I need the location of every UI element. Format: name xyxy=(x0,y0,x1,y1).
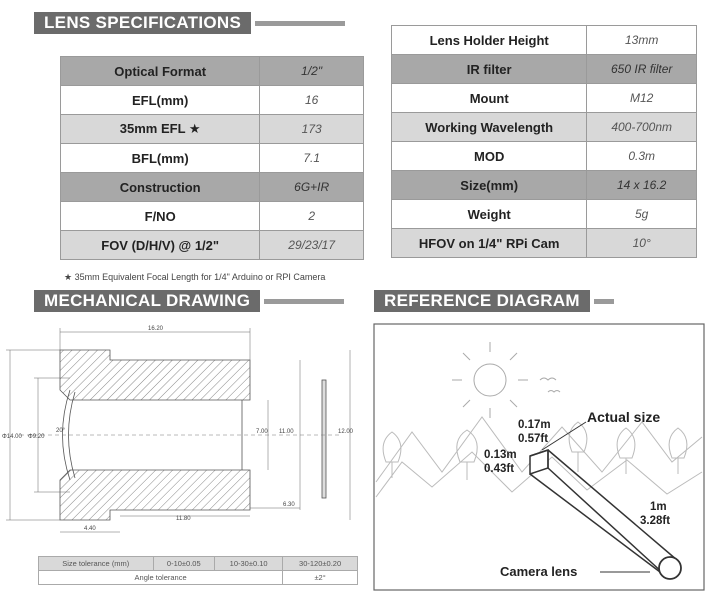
reference-heading-text: REFERENCE DIAGRAM xyxy=(374,290,590,312)
mechanical-heading-text: MECHANICAL DRAWING xyxy=(34,290,260,312)
reference-diagram xyxy=(372,322,707,594)
dim-bottom-left: 4.40 xyxy=(84,526,96,532)
spec-value: 13mm xyxy=(587,26,697,55)
dim-far-right: 12.00 xyxy=(338,429,354,435)
spec-row xyxy=(61,57,364,86)
spec-row xyxy=(392,142,697,171)
spec-value: 0.3m xyxy=(587,142,697,171)
distance-m: 1m xyxy=(650,501,667,513)
camera-lens-icon xyxy=(659,557,681,579)
spec-value: 14 x 16.2 xyxy=(587,171,697,200)
lens-body-top xyxy=(60,350,250,400)
spec-label: FOV (D/H/V) @ 1/2" xyxy=(61,231,260,260)
tolerance-label: Size tolerance (mm) xyxy=(39,557,154,571)
spec-value: 5g xyxy=(587,200,697,229)
spec-label: Mount xyxy=(392,84,587,113)
spec-row xyxy=(61,202,364,231)
spec-row xyxy=(392,171,697,200)
tolerance-cell: ±2° xyxy=(283,571,358,585)
spec-row xyxy=(61,144,364,173)
left-spec-table xyxy=(60,56,364,260)
mechanical-heading xyxy=(34,290,344,312)
spec-row xyxy=(392,113,697,142)
spec-value: 16 xyxy=(260,86,364,115)
dim-height-m: 0.13m xyxy=(484,449,517,461)
spec-row xyxy=(392,229,697,258)
dim-bottom-mid: 11.80 xyxy=(176,516,191,522)
spec-value: 2 xyxy=(260,202,364,231)
tolerance-cell: 10-30±0.10 xyxy=(215,557,283,571)
spec-label: EFL(mm) xyxy=(61,86,260,115)
spec-label: Weight xyxy=(392,200,587,229)
footnote: ★ 35mm Equivalent Focal Length for 1/4" Arduino or RPI Camera xyxy=(64,272,326,282)
tolerance-row xyxy=(39,571,358,585)
lens-body-bottom xyxy=(60,470,250,520)
dim-width-ft: 0.57ft xyxy=(518,433,549,445)
dim-height-ft: 0.43ft xyxy=(484,463,515,475)
spec-label: F/NO xyxy=(61,202,260,231)
specs-heading-text: LENS SPECIFICATIONS xyxy=(34,12,251,34)
tolerance-cell: 30-120±0.20 xyxy=(283,557,358,571)
spec-row xyxy=(61,115,364,144)
spec-row xyxy=(61,173,364,202)
tolerance-table xyxy=(38,556,358,585)
spec-value: M12 xyxy=(587,84,697,113)
filter-plate xyxy=(322,380,326,498)
mechanical-heading-bar xyxy=(264,299,344,304)
reference-heading xyxy=(374,290,614,312)
spec-label: HFOV on 1/4" RPi Cam xyxy=(392,229,587,258)
spec-row xyxy=(392,55,697,84)
spec-label: Working Wavelength xyxy=(392,113,587,142)
spec-value: 1/2" xyxy=(260,57,364,86)
spec-value: 10° xyxy=(587,229,697,258)
spec-value: 650 IR filter xyxy=(587,55,697,84)
dim-right-mid: 11.00 xyxy=(279,429,294,435)
dim-top: 16.20 xyxy=(148,326,164,332)
specs-heading-bar xyxy=(255,21,345,26)
dim-left-inner: Φ9.20 xyxy=(28,434,45,440)
actual-size-label: Actual size xyxy=(587,409,661,425)
spec-row xyxy=(392,84,697,113)
dim-left-outer: Φ14.00 xyxy=(2,434,22,440)
reference-heading-bar xyxy=(594,299,614,304)
spec-row xyxy=(392,26,697,55)
spec-row xyxy=(392,200,697,229)
specs-heading xyxy=(34,12,345,34)
spec-label: Construction xyxy=(61,173,260,202)
right-spec-table xyxy=(391,25,697,258)
dim-angle: 20° xyxy=(56,428,66,434)
tolerance-row xyxy=(39,557,358,571)
tolerance-cell: 0-10±0.05 xyxy=(153,557,215,571)
spec-value: 173 xyxy=(260,115,364,144)
dim-width-m: 0.17m xyxy=(518,419,551,431)
spec-label: 35mm EFL ★ xyxy=(61,115,260,144)
spec-label: Size(mm) xyxy=(392,171,587,200)
spec-label: BFL(mm) xyxy=(61,144,260,173)
spec-value: 6G+IR xyxy=(260,173,364,202)
spec-value: 400-700nm xyxy=(587,113,697,142)
dim-inner-right: 7.00 xyxy=(256,429,268,435)
spec-row xyxy=(61,86,364,115)
tolerance-label: Angle tolerance xyxy=(39,571,283,585)
mechanical-drawing xyxy=(0,320,370,545)
spec-label: Lens Holder Height xyxy=(392,26,587,55)
spec-label: IR filter xyxy=(392,55,587,84)
camera-lens-label: Camera lens xyxy=(500,564,578,579)
distance-ft: 3.28ft xyxy=(640,515,671,527)
spec-row xyxy=(61,231,364,260)
spec-value: 29/23/17 xyxy=(260,231,364,260)
spec-label: Optical Format xyxy=(61,57,260,86)
spec-value: 7.1 xyxy=(260,144,364,173)
spec-label: MOD xyxy=(392,142,587,171)
dim-bottom-right: 6.30 xyxy=(283,502,295,508)
